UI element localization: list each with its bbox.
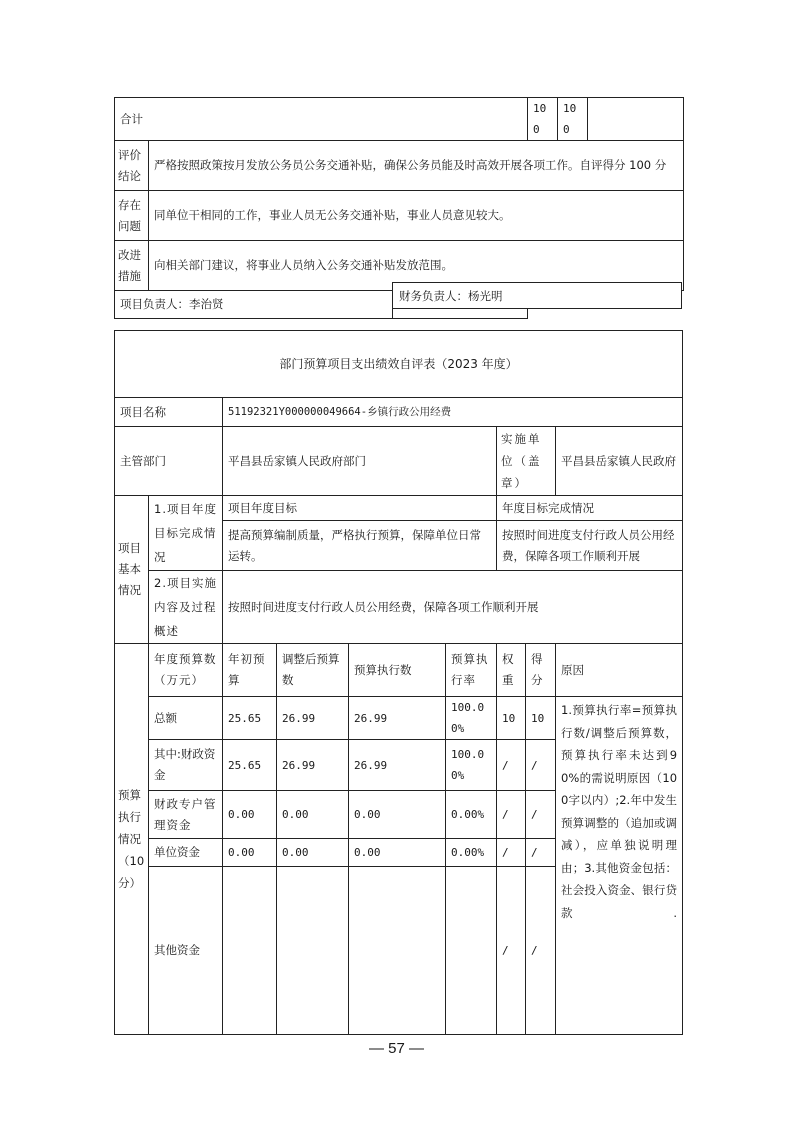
improvement-label: 改进措施 bbox=[115, 241, 149, 291]
budget-header-weight: 权重 bbox=[497, 644, 526, 697]
budget-header-name: 年度预算数（万元） bbox=[149, 644, 223, 697]
budget-row-rate: 0.00% bbox=[446, 839, 497, 867]
budget-header-executed: 预算执行数 bbox=[349, 644, 446, 697]
budget-row-initial bbox=[223, 867, 277, 1035]
dept-row bbox=[115, 427, 683, 496]
budget-row-weight: 10 bbox=[497, 697, 526, 740]
budget-row-weight: / bbox=[497, 740, 526, 791]
budget-row-rate bbox=[446, 867, 497, 1035]
finance-lead: 财务负责人：杨光明 bbox=[392, 282, 682, 309]
budget-row-adjusted: 0.00 bbox=[277, 839, 349, 867]
impl-content-row bbox=[115, 571, 683, 644]
title-row bbox=[115, 331, 683, 398]
budget-row-name: 财政专户管理资金 bbox=[149, 791, 223, 839]
budget-row-executed bbox=[349, 867, 446, 1035]
budget-row-score: / bbox=[526, 839, 556, 867]
budget-row-adjusted bbox=[277, 867, 349, 1035]
budget-row-weight: / bbox=[497, 839, 526, 867]
budget-row-rate: 100.00% bbox=[446, 740, 497, 791]
budget-row-initial: 25.65 bbox=[223, 697, 277, 740]
budget-header-row bbox=[115, 644, 683, 697]
budget-row-adjusted: 26.99 bbox=[277, 697, 349, 740]
total-score: 100 bbox=[558, 98, 588, 141]
conclusion-label: 评价结论 bbox=[115, 141, 149, 191]
budget-section-label: 预算执行情况（10分） bbox=[115, 644, 149, 1035]
impl-unit-value: 平昌县岳家镇人民政府 bbox=[556, 427, 683, 496]
goal-status-text: 按照时间进度支付行政人员公用经费，保障各项工作顺利开展 bbox=[497, 521, 683, 571]
impl-content-text: 按照时间进度支付行政人员公用经费，保障各项工作顺利开展 bbox=[223, 571, 683, 644]
annual-goal-header: 项目年度目标 bbox=[223, 496, 497, 521]
annual-goal-text: 提高预算编制质量，严格执行预算，保障单位日常运转。 bbox=[223, 521, 497, 571]
dept-label: 主管部门 bbox=[115, 427, 223, 496]
table-title: 部门预算项目支出绩效自评表（2023 年度） bbox=[115, 331, 683, 398]
project-lead: 项目负责人：李治贤 bbox=[115, 291, 393, 318]
budget-row-score: / bbox=[526, 791, 556, 839]
evaluation-table bbox=[114, 330, 683, 1035]
conclusion-row bbox=[115, 141, 684, 191]
budget-row-name: 其他资金 bbox=[149, 867, 223, 1035]
budget-row-score: / bbox=[526, 867, 556, 1035]
budget-header-score: 得分 bbox=[526, 644, 556, 697]
budget-row-executed: 0.00 bbox=[349, 791, 446, 839]
budget-row-weight: / bbox=[497, 791, 526, 839]
total-weight: 100 bbox=[528, 98, 558, 141]
budget-row-initial: 25.65 bbox=[223, 740, 277, 791]
budget-row-name: 单位资金 bbox=[149, 839, 223, 867]
budget-row-score: 10 bbox=[526, 697, 556, 740]
budget-row-adjusted: 26.99 bbox=[277, 740, 349, 791]
total-row bbox=[115, 98, 684, 141]
problems-label: 存在问题 bbox=[115, 191, 149, 241]
budget-row-name: 总额 bbox=[149, 697, 223, 740]
project-name-label: 项目名称 bbox=[115, 398, 223, 427]
impl-content-label: 2.项目实施内容及过程概述 bbox=[149, 571, 223, 644]
budget-header-rate: 预算执行率 bbox=[446, 644, 497, 697]
budget-header-reason: 原因 bbox=[556, 644, 683, 697]
goal-status-header: 年度目标完成情况 bbox=[497, 496, 683, 521]
budget-reason-text: 1.预算执行率=预算执行数/调整后预算数，预算执行率未达到90%的需说明原因（100字以内）;2.年中发生预算调整的（追加或调减），应单独说明理由；3.其他资金包括：社会投入资金、银行贷款. bbox=[556, 697, 683, 1035]
budget-header-adjusted: 调整后预算数 bbox=[277, 644, 349, 697]
budget-header-initial: 年初预算 bbox=[223, 644, 277, 697]
goal-header-row bbox=[115, 496, 683, 521]
dept-value: 平昌县岳家镇人民政府部门 bbox=[223, 427, 497, 496]
budget-row-weight: / bbox=[497, 867, 526, 1035]
basic-info-label: 项目基本情况 bbox=[115, 496, 149, 644]
total-remark bbox=[588, 98, 684, 141]
project-name-value: 51192321Y000000049664-乡镇行政公用经费 bbox=[223, 398, 683, 427]
budget-row-rate: 100.00% bbox=[446, 697, 497, 740]
conclusion-text: 严格按照政策按月发放公务员公务交通补贴，确保公务员能及时高效开展各项工作。自评得分 100 分 bbox=[149, 141, 684, 191]
budget-row-initial: 0.00 bbox=[223, 791, 277, 839]
goal-completion-label: 1.项目年度目标完成情况 bbox=[149, 496, 223, 571]
budget-row-adjusted: 0.00 bbox=[277, 791, 349, 839]
budget-row-executed: 0.00 bbox=[349, 839, 446, 867]
project-name-row bbox=[115, 398, 683, 427]
budget-row-score: / bbox=[526, 740, 556, 791]
budget-row bbox=[115, 697, 683, 740]
improvement-text: 向相关部门建议，将事业人员纳入公务交通补贴发放范围。 bbox=[149, 241, 684, 291]
budget-row-initial: 0.00 bbox=[223, 839, 277, 867]
budget-row-name: 其中:财政资金 bbox=[149, 740, 223, 791]
page-number: — 57 — bbox=[368, 1040, 425, 1057]
problems-text: 同单位干相同的工作，事业人员无公务交通补贴，事业人员意见较大。 bbox=[149, 191, 684, 241]
budget-row-executed: 26.99 bbox=[349, 740, 446, 791]
impl-unit-label: 实施单位（盖章） bbox=[497, 427, 556, 496]
total-label: 合计 bbox=[115, 98, 528, 141]
problems-row bbox=[115, 191, 684, 241]
budget-row-rate: 0.00% bbox=[446, 791, 497, 839]
budget-row-executed: 26.99 bbox=[349, 697, 446, 740]
